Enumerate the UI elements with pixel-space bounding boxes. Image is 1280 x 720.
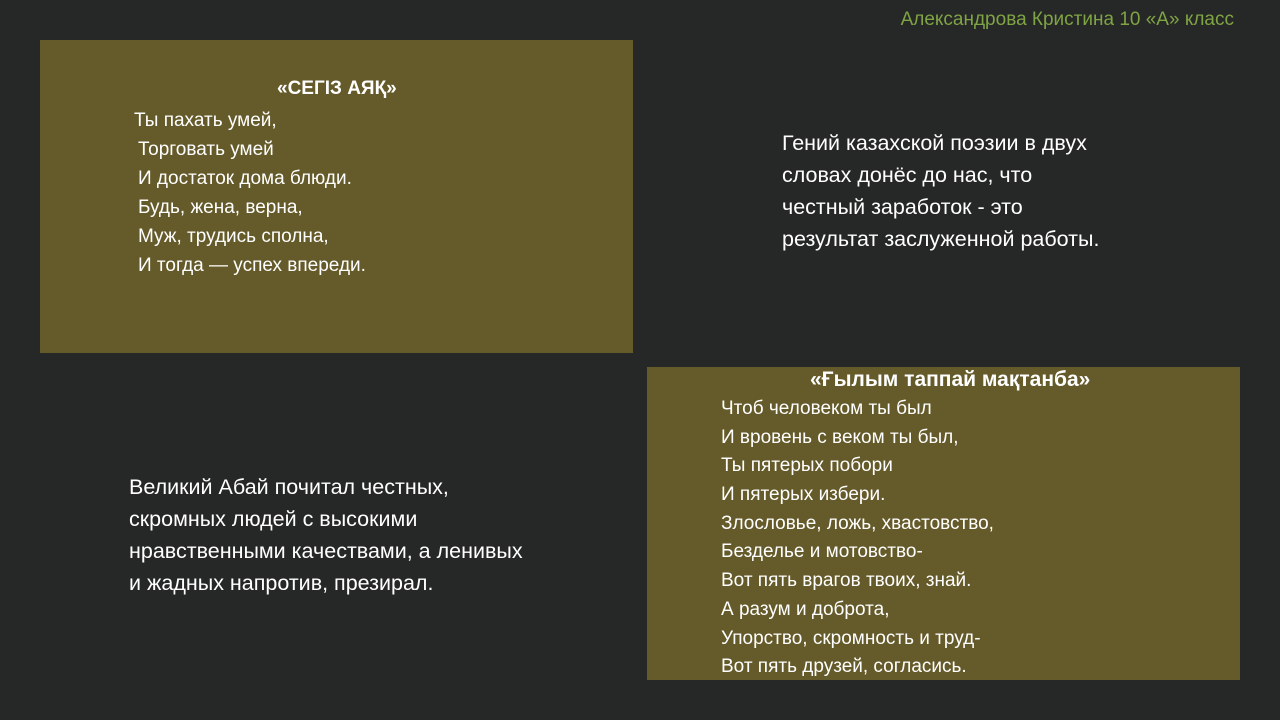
commentary-left [129, 471, 599, 599]
poem-line: Будь, жена, верна, [138, 197, 303, 218]
poem-lines [721, 395, 994, 682]
poem-line: И вровень с веком ты был, [721, 426, 959, 448]
poem-lines [134, 106, 366, 280]
commentary-line: скромных людей с высокими [129, 507, 418, 531]
poem-line: Безделье и мотовство- [721, 541, 923, 563]
poem-line: Злословье, ложь, хвастовство, [721, 512, 994, 534]
poem-line: А разум и доброта, [721, 598, 890, 620]
poem-line: Торговать умей [138, 139, 274, 160]
poem-title: «СЕГІЗ АЯҚ» [277, 78, 397, 99]
poem-box-gylym-tappai [647, 367, 1240, 680]
commentary-right [782, 127, 1172, 255]
author-caption: Александрова Кристина 10 «А» класс [900, 9, 1234, 30]
commentary-line: результат заслуженной работы. [782, 227, 1100, 251]
poem-line: Упорство, скромность и труд- [721, 627, 981, 649]
poem-line: Вот пять врагов твоих, знай. [721, 570, 972, 592]
poem-box-segiz-ayak [40, 40, 633, 353]
commentary-line: словах донёс до нас, что [782, 163, 1033, 187]
commentary-line: Великий Абай почитал честных, [129, 475, 449, 499]
commentary-line: честный заработок - это [782, 195, 1023, 219]
poem-line: Муж, трудись сполна, [138, 226, 329, 247]
poem-line: И пятерых избери. [721, 484, 886, 506]
commentary-line: Гений казахской поэзии в двух [782, 131, 1087, 155]
poem-line: И тогда — успех впереди. [138, 255, 366, 276]
commentary-line: и жадных напротив, презирал. [129, 571, 434, 595]
poem-line: Вот пять друзей, согласись. [721, 656, 967, 678]
poem-line: Чтоб человеком ты был [721, 398, 932, 419]
poem-line: И достаток дома блюди. [138, 168, 352, 189]
poem-line: Ты пятерых побори [721, 455, 893, 477]
poem-line: Ты пахать умей, [134, 110, 277, 131]
commentary-line: нравственными качествами, а ленивых [129, 539, 523, 563]
poem-title: «Ғылым таппай мақтанба» [810, 368, 1091, 391]
